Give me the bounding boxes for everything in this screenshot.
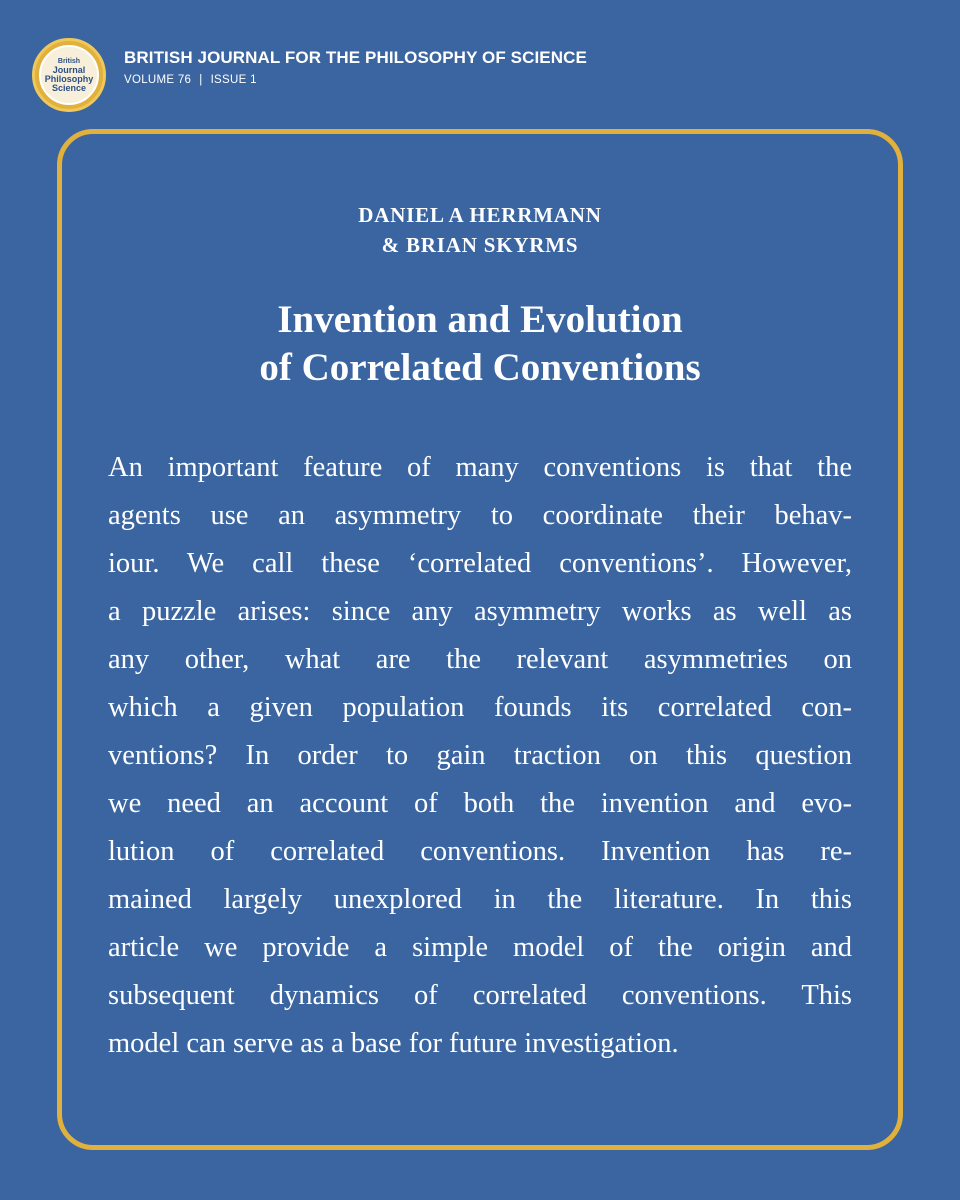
volume-label: VOLUME 76 (124, 74, 192, 86)
abstract-line: iour. We call these ‘correlated conventions’. However, (108, 548, 852, 579)
abstract-line: agents use an asymmetry to coordinate their behav- (108, 500, 852, 531)
abstract-line: ventions? In order to gain traction on this question (108, 740, 852, 771)
author-line: DANIEL A HERRMANN (358, 203, 602, 227)
abstract-line: article we provide a simple model of the origin and (108, 932, 852, 963)
title-line: Invention and Evolution (277, 298, 683, 341)
title-line: of Correlated Conventions (259, 346, 701, 389)
journal-title: BRITISH JOURNAL FOR THE PHILOSOPHY OF SCIENCE (124, 48, 587, 67)
logo-text-line: Journal (52, 64, 86, 75)
meta-separator: | (199, 74, 203, 86)
logo-badge (39, 45, 99, 105)
article-authors (0, 200, 960, 260)
issue-info (124, 74, 257, 86)
issue-label: ISSUE 1 (210, 74, 257, 86)
article-abstract (108, 444, 852, 1068)
logo-text-line: Science (51, 82, 87, 93)
abstract-line: which a given population founds its correlated con- (108, 692, 852, 723)
abstract-line: we need an account of both the invention and evo- (108, 788, 852, 819)
logo-text-line: Philosophy (44, 73, 94, 84)
author-line: & BRIAN SKYRMS (381, 233, 579, 257)
article-title (0, 296, 960, 392)
abstract-line: mained largely unexplored in the literature. In this (108, 884, 852, 915)
abstract-line: model can serve as a base for future investigation. (108, 1028, 679, 1059)
journal-logo (32, 38, 106, 112)
abstract-line: An important feature of many conventions is that the (108, 452, 852, 483)
abstract-line: any other, what are the relevant asymmetries on (108, 644, 852, 675)
abstract-line: a puzzle arises: since any asymmetry works as well as (108, 596, 852, 627)
journal-header (0, 0, 960, 120)
abstract-line: subsequent dynamics of correlated conventions. This (108, 980, 852, 1011)
logo-text-line: British (57, 57, 81, 65)
abstract-line: lution of correlated conventions. Invention has re- (108, 836, 852, 867)
